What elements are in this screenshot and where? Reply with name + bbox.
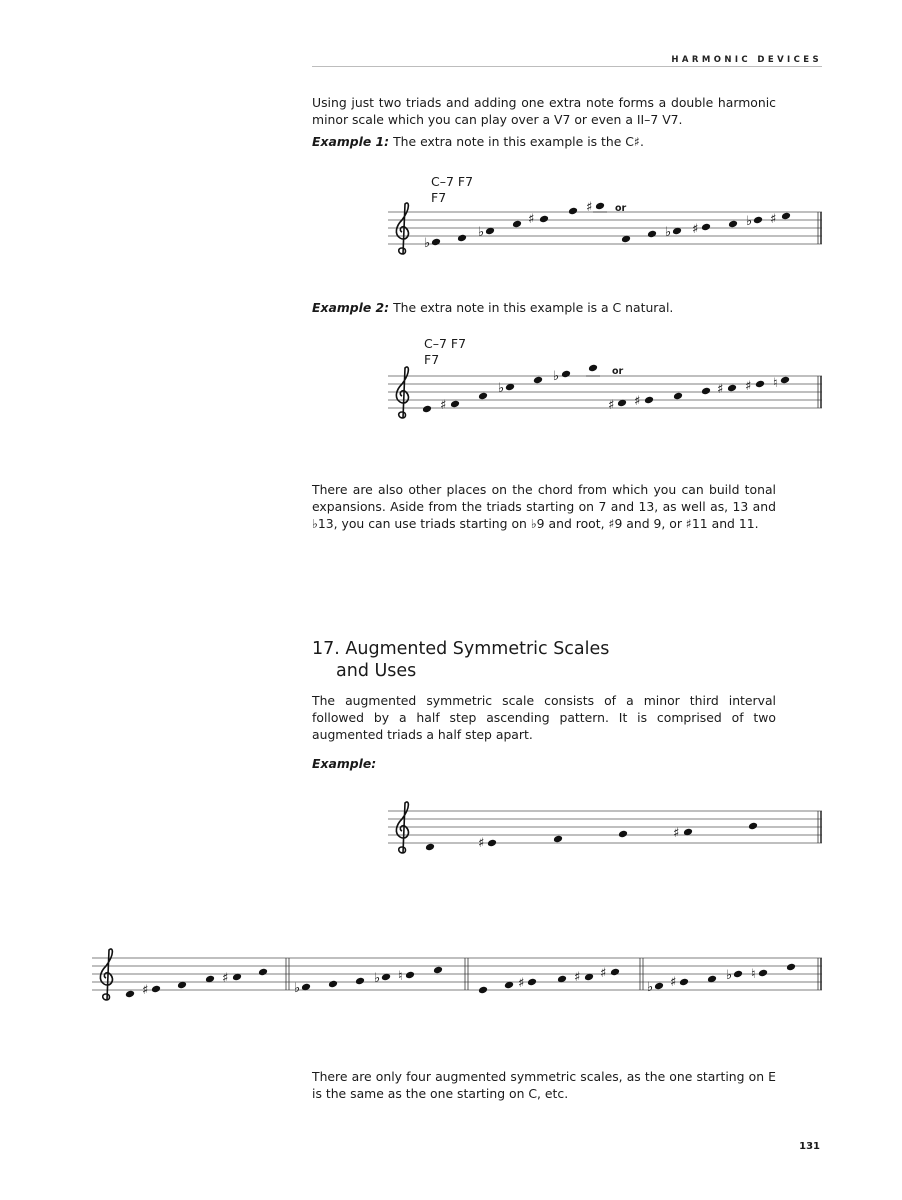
header-rule [312, 66, 822, 67]
svg-text:♮: ♮ [773, 376, 778, 391]
treble-clef-icon [396, 367, 408, 418]
section-title-line2: and Uses [336, 661, 417, 681]
svg-text:♯: ♯ [518, 976, 525, 991]
svg-text:♭: ♭ [665, 225, 672, 240]
four-augmented-scales-staff [92, 952, 828, 1012]
treble-clef-icon [396, 203, 408, 254]
svg-text:♯: ♯ [608, 398, 615, 413]
example2-caption [312, 300, 673, 317]
svg-text:♭: ♭ [374, 971, 381, 986]
svg-text:♯: ♯ [528, 212, 535, 227]
svg-text:♯: ♯ [673, 826, 680, 841]
svg-text:♭: ♭ [726, 968, 733, 983]
svg-text:♯: ♯ [222, 971, 229, 986]
example1-staff [388, 168, 828, 268]
example1-text: The extra note in this example is the C♯. [389, 134, 644, 149]
example1-or-text: or [615, 203, 627, 214]
svg-text:♭: ♭ [294, 981, 301, 996]
svg-text:♭: ♭ [647, 980, 654, 995]
svg-text:♯: ♯ [692, 222, 699, 237]
svg-text:♮: ♮ [751, 967, 756, 982]
section-paragraph: The augmented symmetric scale consists of a minor third interval followed by a half step ascending pattern. It is comprised of two augmented triads a half step apart. [312, 693, 776, 742]
svg-text:♯: ♯ [586, 200, 593, 215]
svg-text:♭: ♭ [424, 236, 431, 251]
svg-text:♯: ♯ [717, 382, 724, 397]
section-title-line1: 17. Augmented Symmetric Scales [312, 639, 610, 659]
page-number: 131 [799, 1141, 820, 1152]
example2-chord-line1: C–7 F7 [424, 336, 467, 351]
section-example-caption [312, 756, 376, 773]
section-example-label: Example: [312, 756, 377, 771]
augmented-scale-staff [388, 797, 828, 867]
intro-paragraph: Using just two triads and adding one extra note forms a double harmonic minor scale which you can play over a V7 or even a II–7 V7. [312, 95, 776, 127]
example2-staff [388, 332, 828, 432]
example1-label: Example 1: [312, 134, 390, 149]
svg-text:♭: ♭ [498, 381, 505, 396]
running-head: HARMONIC DEVICES [671, 55, 822, 65]
svg-text:♯: ♯ [745, 379, 752, 394]
example2-or-text: or [612, 366, 624, 377]
svg-text:♯: ♯ [142, 983, 149, 998]
example1-chord-line2: F7 [431, 190, 447, 205]
svg-text:♮: ♮ [398, 969, 403, 984]
places-paragraph: There are also other places on the chord from which you can build tonal expansions. Aside from the triads starting on 7 and 13, as well as, 13 and ♭13, you can use triads starting on ♭9 and root, ♯9 and 9, or ♯11 and 11. [312, 482, 776, 531]
example2-label: Example 2: [312, 300, 390, 315]
treble-clef-icon [396, 802, 408, 853]
closing-paragraph: There are only four augmented symmetric scales, as the one starting on E is the same as the one starting on C, etc. [312, 1069, 776, 1101]
example1-caption [312, 134, 644, 151]
svg-text:♯: ♯ [634, 394, 641, 409]
example1-chord-line1: C–7 F7 [431, 174, 474, 189]
svg-text:♯: ♯ [670, 975, 677, 990]
svg-text:♯: ♯ [440, 398, 447, 413]
svg-text:♭: ♭ [553, 369, 560, 384]
svg-text:♭: ♭ [746, 214, 753, 229]
svg-text:♭: ♭ [478, 225, 485, 240]
treble-clef-icon [100, 949, 112, 1000]
section-heading [312, 638, 609, 682]
example2-chord-line2: F7 [424, 352, 440, 367]
svg-text:♯: ♯ [600, 966, 607, 981]
example2-text: The extra note in this example is a C natural. [389, 300, 674, 315]
svg-text:♯: ♯ [478, 836, 485, 851]
svg-text:♯: ♯ [770, 212, 777, 227]
svg-text:♯: ♯ [574, 970, 581, 985]
